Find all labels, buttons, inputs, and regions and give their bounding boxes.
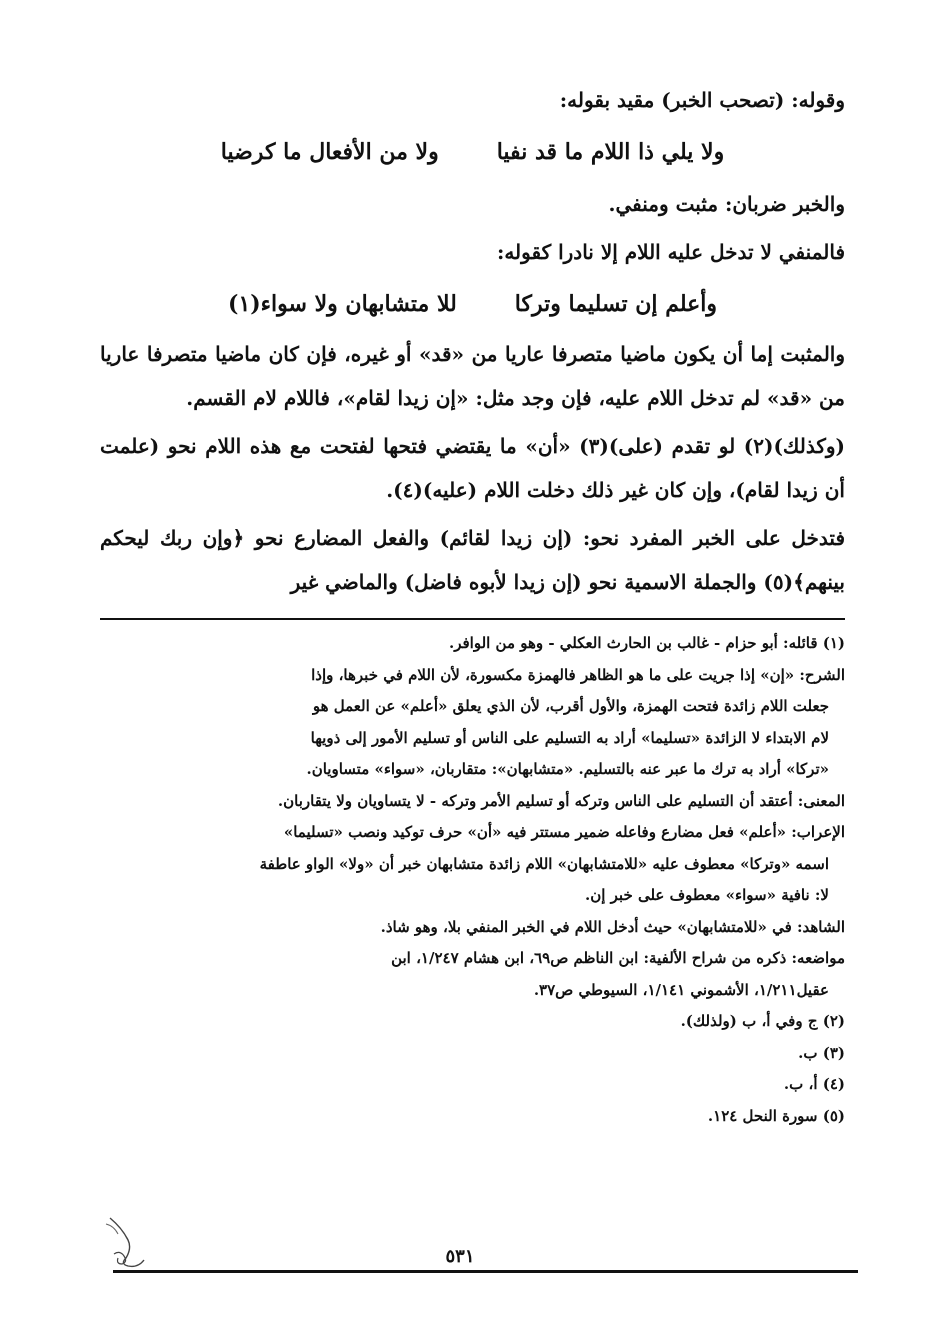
- footnote-mawadi-line: عقيل١/٢١١، الأشموني ١/١٤١، السيوطي ص٣٧.: [533, 980, 829, 999]
- page-number: ٥٣١: [445, 1246, 475, 1267]
- verse-1: [100, 124, 845, 180]
- footnotes: [100, 628, 845, 1132]
- verse-2-second-hemistich: للا متشابهان ولا سواء(١): [228, 291, 457, 317]
- footnote-irab-line: الإعراب: «أعلم» فعل مضارع وفاعله ضمير مستتر فيه «أن» حرف توكيد ونصب «تسليما»: [283, 823, 845, 841]
- footnote-2: (٢) ج وفي أ، ب (ولذلك).: [680, 1012, 845, 1030]
- footnote-4: (٤) أ، ب.: [783, 1075, 845, 1093]
- footnote-mawadi-line: مواضعه: ذكره من شراح الألفية: ابن الناظم ص٦٩، ابن هشام ١/٢٤٧، ابن: [391, 949, 845, 967]
- footnote-irab-line: لا: نافية «سواء» معطوف على خبر إن.: [585, 886, 829, 904]
- paragraph-2: والخبر ضربان: مثبت ومنفي.: [608, 192, 845, 216]
- verse-2-first-hemistich: وأعلم إن تسليما وتركا: [514, 291, 717, 317]
- footnote-1-heading: (١) قائله: أبو حزام - غالب بن الحارث العكلي - وهو من الوافر.: [448, 634, 845, 652]
- footnote-3: (٣) ب.: [798, 1043, 845, 1062]
- footnote-shahid: الشاهد: في «للامتشابهان» حيث أدخل اللام في الخبر المنفي بلا، وهو شاذ.: [380, 917, 845, 936]
- footnote-sharh-line: الشرح: «إن» إذا جريت على ما هو الظاهر فالهمزة مكسورة، لأن اللام في خبرها، وإذا: [311, 665, 845, 684]
- verse-2: [100, 276, 845, 332]
- footnote-maana: المعنى: أعتقد أن التسليم على الناس وتركه أو تسليم الأمر وتركه - لا يتساويان ولا يتقاربان.: [277, 791, 845, 810]
- paragraph-6: فتدخل على الخبر المفرد نحو: (إن زيدا لقائم) والفعل المضارع نحو ﴿وإن ربك ليحكم بينهم﴾(٥) والجملة الاسمية نحو (إن زيدا لأبوه فاضل) والماضي غير: [100, 526, 845, 594]
- footnote-sharh-line: «تركا» أراد به ترك ما عبر عنه بالتسليم. «متشابهان»: متقاربان، «سواء» متساويان.: [306, 760, 829, 778]
- paragraph-1: وقوله: (تصحب الخبر) مقيد بقوله:: [559, 88, 845, 112]
- verse-1-first-hemistich: ولا يلي ذا اللام ما قد نفيا: [496, 139, 725, 165]
- verse-1-second-hemistich: ولا من الأفعال ما كرضيا: [220, 139, 439, 165]
- bottom-rule: [113, 1270, 858, 1273]
- footnote-irab-line: اسمه «وتركا» معطوف عليه «للامتشابهان» اللام زائدة متشابهان خبر أن «ولا» الواو عاطفة: [259, 854, 829, 873]
- page-body: [100, 76, 845, 1132]
- footnote-separator: [100, 618, 845, 620]
- paragraph-4: والمثبت إما أن يكون ماضيا متصرفا عاريا من «قد» أو غيره، فإن كان ماضيا متصرفا عاريا من «قد» لم تدخل اللام عليه، فإن وجد مثل: «إن زيدا لقام»، فاللام لام القسم.: [100, 342, 845, 410]
- footnote-sharh-line: لام الابتداء لا الزائدة «تسليما» أراد به التسليم على الناس أو تسليم الأمور إلى ذويها: [310, 728, 829, 747]
- footnote-5: (٥) سورة النحل ١٢٤.: [707, 1106, 845, 1125]
- footnote-sharh-line: جعلت اللام زائدة فتحت الهمزة، والأول أقرب، لأن الذي يعلق «أعلم» عن العمل هو: [312, 697, 829, 715]
- paragraph-5: (وكذلك)(٢) لو تقدم (على)(٣) «أن» ما يقتضي فتحها لفتحت مع هذه اللام نحو (علمت أن زيدا لقام)، وإن كان غير ذلك دخلت اللام (عليه)(٤).: [100, 434, 845, 502]
- handwritten-mark: [104, 1214, 148, 1270]
- paragraph-3: فالمنفي لا تدخل عليه اللام إلا نادرا كقوله:: [496, 240, 845, 264]
